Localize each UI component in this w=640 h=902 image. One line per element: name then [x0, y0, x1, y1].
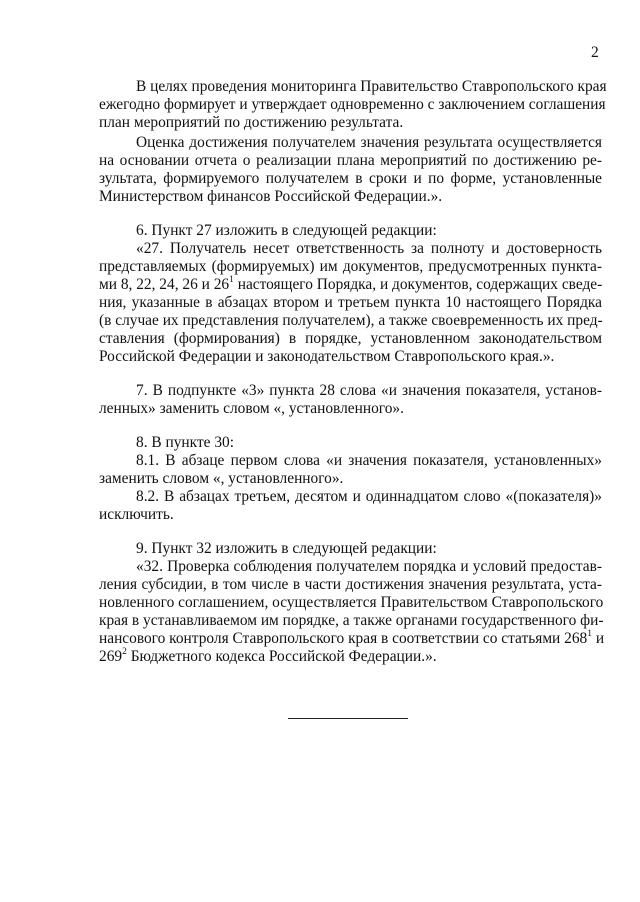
- text-line: 8.2. В абзацах третьем, десятом и одиннадцатом слово «(показателя)»: [136, 488, 602, 505]
- text-line: представляемых (формируемых) им документов, предусмотренных пункта-: [99, 258, 602, 275]
- text-fragment: настоящего Порядка, и документов, содержащих сведе-: [233, 276, 603, 293]
- text-fragment: ми 8, 22, 24, 26 и 26: [99, 276, 230, 293]
- text-line: «27. Получатель несет ответственность за полноту и достоверность: [136, 240, 602, 257]
- text-fragment: Бюджетного кодекса Российской Федерации.».: [126, 648, 437, 665]
- text-line: Министерством финансов Российской Федерации.».: [99, 188, 443, 205]
- text-line: ления субсидии, в том числе в части достижения значения результата, уста-: [99, 576, 602, 593]
- text-fragment: нансового контроля Ставропольского края в соответствии со статьями 268: [99, 630, 588, 647]
- text-line: края в устанавливаемом им порядке, а также органами государственного фи-: [99, 612, 604, 629]
- text-line: [99, 276, 602, 294]
- text-line: на основании отчета о реализации плана мероприятий по достижению ре-: [99, 152, 602, 169]
- text-line: 8.1. В абзаце первом слова «и значения показателя, установленных»: [136, 452, 602, 469]
- text-line: заменить словом «, установленного».: [99, 470, 344, 487]
- text-fragment: 269: [99, 648, 123, 665]
- text-fragment: и: [591, 630, 605, 647]
- item-heading: 9. Пункт 32 изложить в следующей редакции:: [136, 540, 437, 557]
- text-line: план мероприятий по достижению результата.: [99, 114, 404, 131]
- text-line: зультата, формируемого получателем в сроки и по форме, установленные: [99, 170, 602, 187]
- text-line: [99, 628, 605, 648]
- page-number: 2: [591, 44, 599, 61]
- text-line: Российской Федерации и законодательством Ставропольского края.».: [99, 348, 555, 365]
- end-separator-line: [288, 718, 408, 719]
- text-line: ежегодно формирует и утверждает одновременно с заключением соглашения: [99, 96, 606, 113]
- text-line: ленных» заменить словом «, установленного».: [99, 400, 404, 417]
- text-line: ния, указанные в абзацах втором и третьем пункта 10 настоящего Порядка: [99, 294, 602, 311]
- text-line: «32. Проверка соблюдения получателем порядка и условий предостав-: [136, 558, 602, 575]
- item-heading: 8. В пункте 30:: [136, 434, 235, 451]
- text-line: ставления (формирования) в порядке, установленном законодательством: [99, 330, 602, 347]
- superscript: 1: [229, 274, 234, 285]
- superscript: 1: [587, 628, 592, 639]
- text-line: [99, 648, 602, 666]
- item-heading: 7. В подпункте «3» пункта 28 слова «и значения показателя, установ-: [136, 382, 602, 399]
- text-line: исключить.: [99, 506, 174, 523]
- text-line: новленного соглашением, осуществляется Правительством Ставропольского: [99, 594, 604, 611]
- text-line: (в случае их представления получателем), а также своевременность их пред-: [99, 312, 603, 329]
- text-line: Оценка достижения получателем значения результата осуществляется: [136, 134, 602, 151]
- text-line: В целях проведения мониторинга Правительство Ставропольского края: [136, 78, 607, 95]
- item-heading: 6. Пункт 27 изложить в следующей редакции:: [136, 222, 437, 239]
- superscript: 2: [122, 646, 127, 657]
